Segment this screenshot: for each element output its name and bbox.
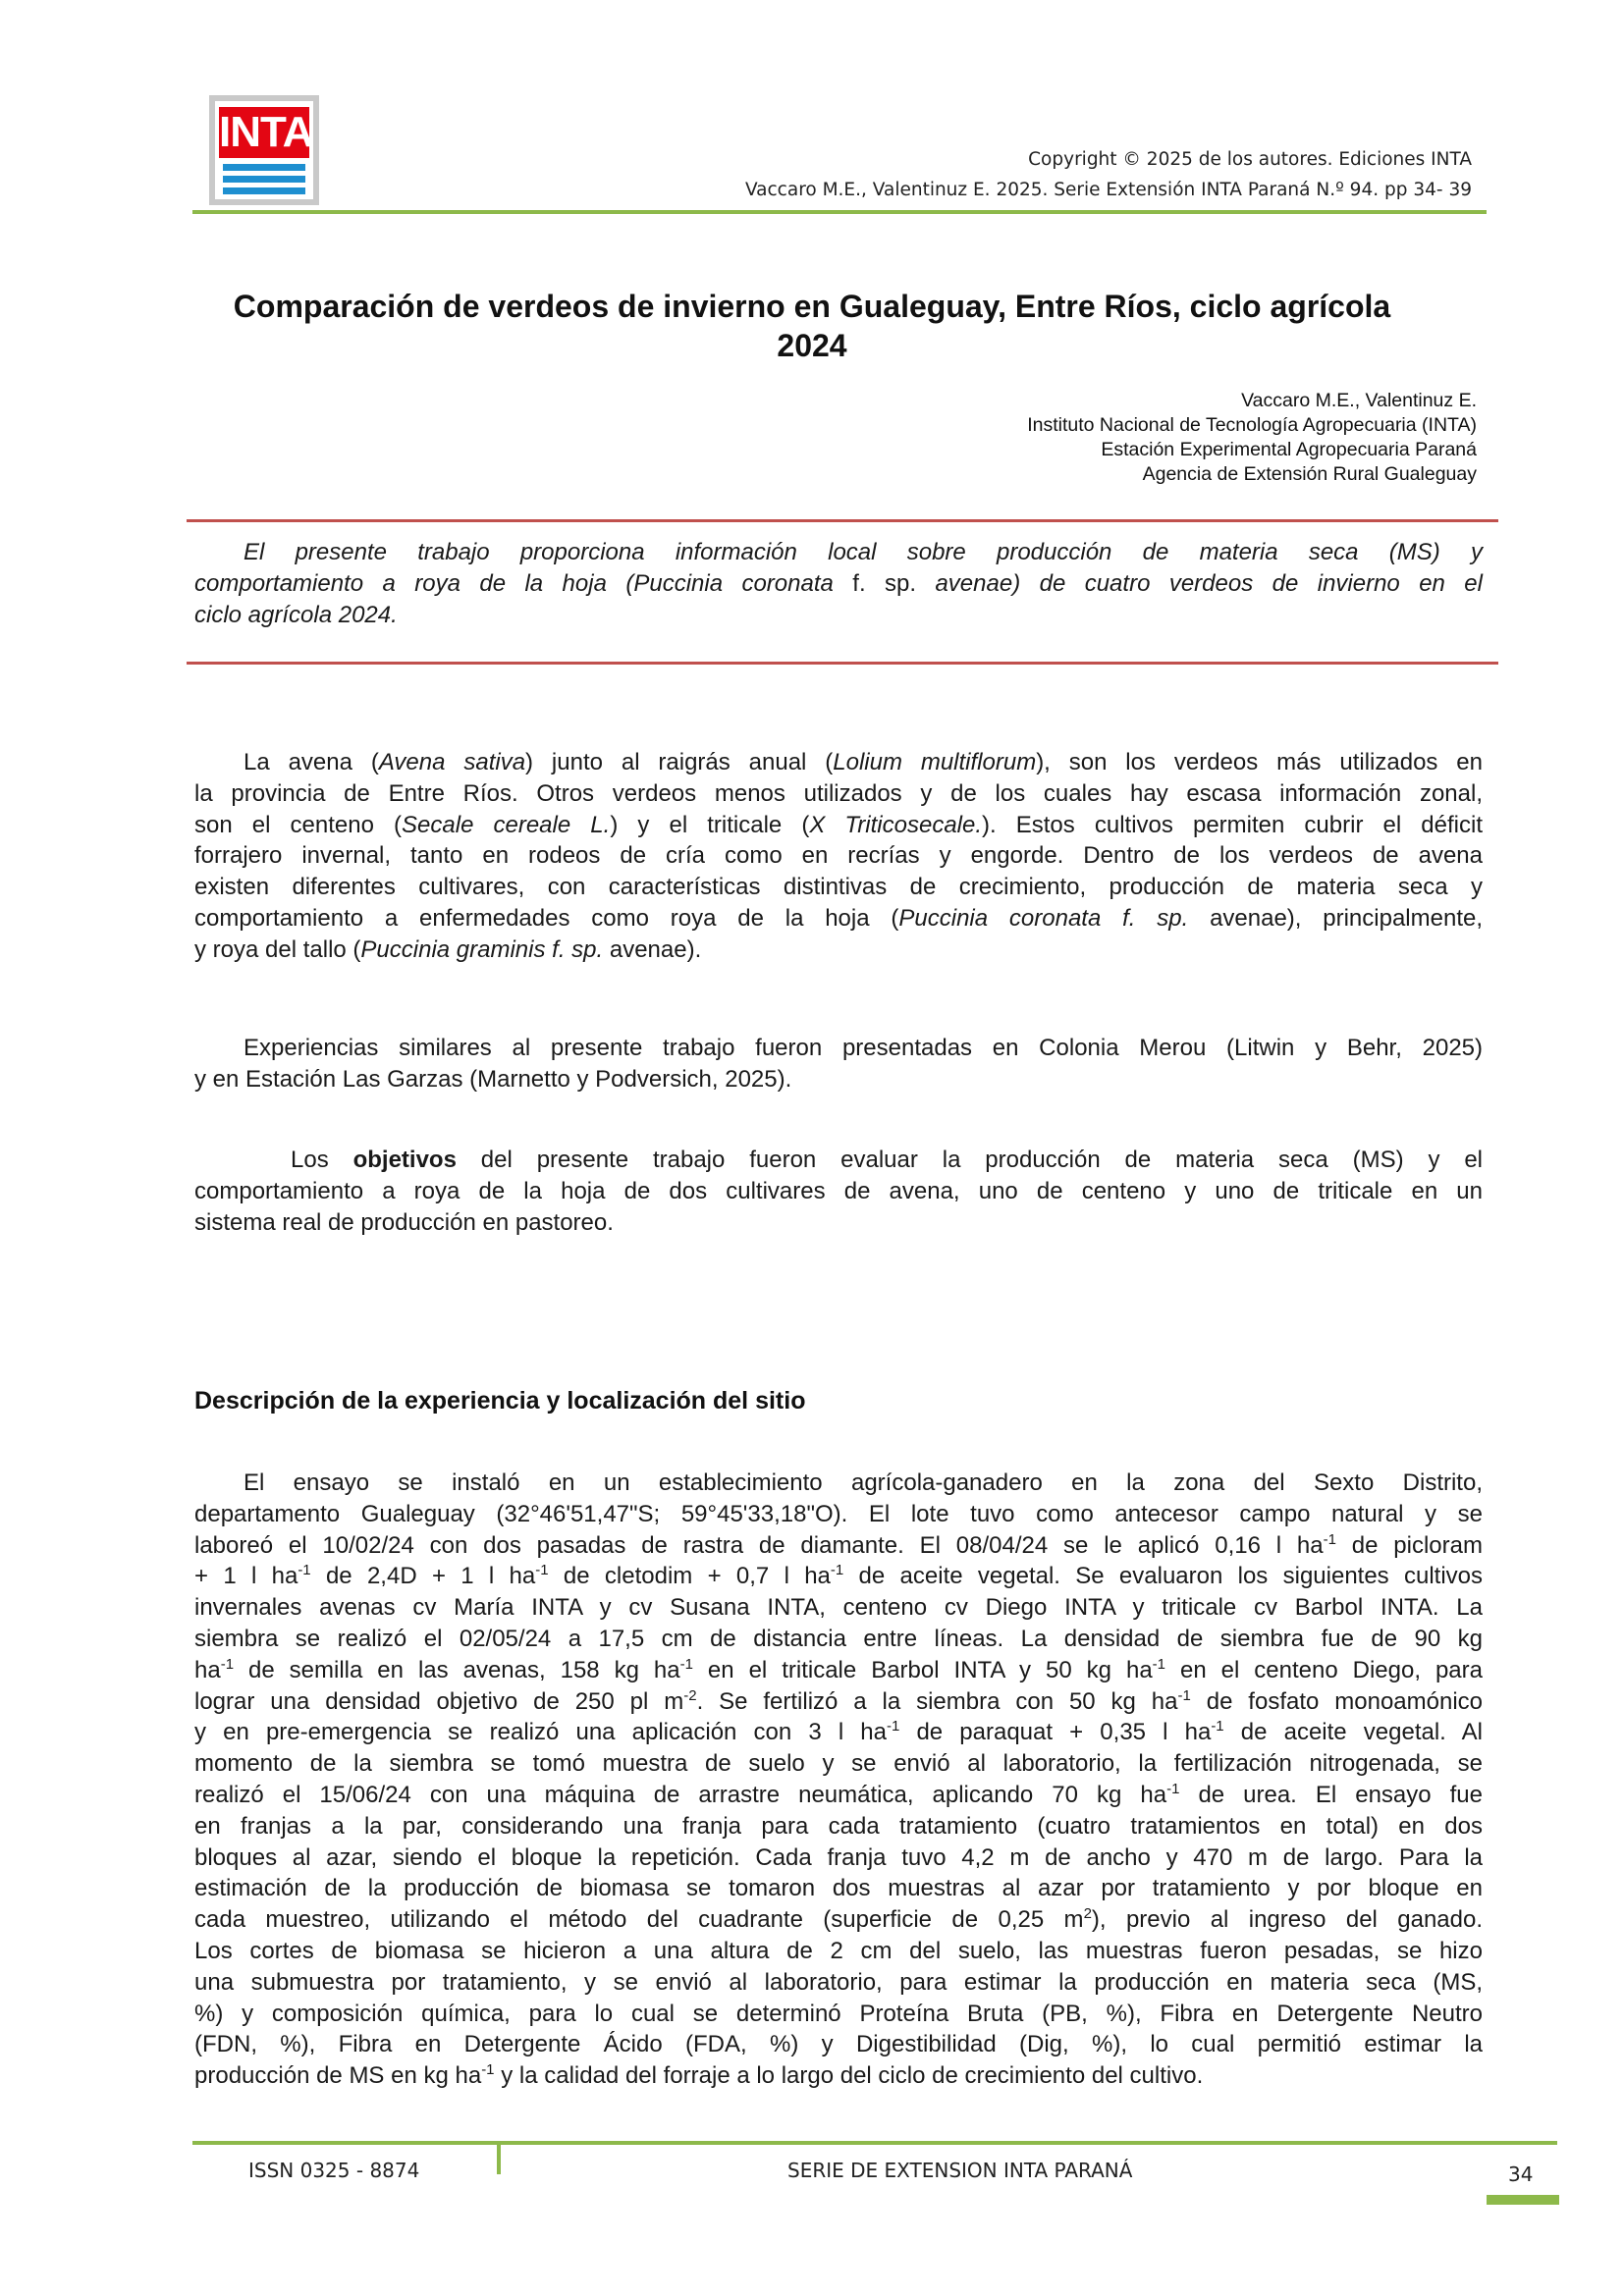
text-line: departamento Gualeguay (32°46'51,47"S; 59°45'33,18"O). El lote tuvo como antecesor campo natural y se	[194, 1500, 1483, 1527]
abstract-line: El presente trabajo proporciona información local sobre producción de materia seca (MS) y	[244, 539, 1483, 565]
text-line: forrajero invernal, tanto en rodeos de cría como en recrías y engorde. Dentro de los verdeos de avena	[194, 842, 1483, 870]
text-line: son el centeno (Secale cereale L.) y el triticale (X Triticosecale.). Estos cultivos permiten cubrir el déficit	[194, 811, 1483, 838]
footer-issn: ISSN 0325 - 8874	[248, 2159, 420, 2182]
abstract-bottom-rule	[187, 662, 1498, 665]
text-line: siembra se realizó el 02/05/24 a 17,5 cm de distancia entre líneas. La densidad de siembra fue de 90 kg	[194, 1625, 1483, 1652]
author-names: Vaccaro M.E., Valentinuz E.	[1241, 390, 1477, 411]
text-line: (FDN, %), Fibra en Detergente Ácido (FDA, %) y Digestibilidad (Dig, %), lo cual permitió estimar la	[194, 2031, 1483, 2058]
page-number-bar	[1487, 2195, 1559, 2205]
text-line: La avena (Avena sativa) junto al raigrás anual (Lolium multiflorum), son los verdeos más utilizados en	[244, 749, 1483, 775]
text-line: Los cortes de biomasa se hicieron a una altura de 2 cm del suelo, las muestras fueron pesadas, se hizo	[194, 1937, 1483, 1964]
text-line: + 1 l $ha^{-1}$ de 2,4D + 1 l $ha^{-1}$ de cletodim + 0,7 l $ha^{-1}$ de aceite vegetal. Se evaluaron los siguientes cultivos	[194, 1562, 1484, 1590]
footer-rule	[192, 2141, 1557, 2145]
abstract-top-rule	[187, 519, 1498, 522]
page-title	[196, 287, 1428, 365]
logo-wave-stripe	[223, 176, 305, 183]
text-line: El ensayo se instaló en un establecimiento agrícola-ganadero en la zona del Sexto Distrito,	[244, 1469, 1483, 1496]
methods-paragraph	[194, 1468, 1483, 2092]
abstract	[194, 537, 1483, 630]
objectives-paragraph	[194, 1145, 1483, 1238]
text-line: existen diferentes cultivares, con características distintivas de crecimiento, producción de materia seca y	[194, 874, 1483, 901]
text-line: Experiencias similares al presente trabajo fueron presentadas en Colonia Merou (Litwin y Behr, 2025)	[244, 1035, 1483, 1061]
text-line: cada muestreo, utilizando el método del cuadrante (superficie de 0,25 $m^2$), previo al ingreso del ganado.	[194, 1905, 1484, 1934]
title-line: 2024	[777, 328, 847, 363]
abstract-line: comportamiento a roya de la hoja (Puccinia coronata f. sp. avenae) de cuatro verdeos de invierno en el	[194, 569, 1483, 597]
affiliation-line: Instituto Nacional de Tecnología Agropecuaria (INTA)	[1027, 414, 1477, 436]
text-line: la provincia de Entre Ríos. Otros verdeos menos utilizados y de los cuales hay escasa información zonal,	[194, 779, 1483, 807]
footer-series: SERIE DE EXTENSION INTA PARANÁ	[787, 2159, 1133, 2182]
text-line: bloques al azar, siendo el bloque la repetición. Cada franja tuvo 4,2 m de ancho y 470 m de largo. Para la	[194, 1843, 1483, 1871]
logo-wordmark: INTA	[219, 108, 313, 156]
text-line: en franjas a la par, considerando una franja para cada tratamiento (cuatro tratamientos en total) en dos	[194, 1812, 1483, 1840]
citation-line: Vaccaro M.E., Valentinuz E. 2025. Serie Extensión INTA Paraná N.º 94. pp 34- 39	[744, 180, 1472, 200]
text-line: %) y composición química, para lo cual se determinó Proteína Bruta (PB, %), Fibra en Detergente Neutro	[194, 2000, 1483, 2027]
abstract-line: ciclo agrícola 2024.	[194, 601, 398, 628]
text-line: sistema real de producción en pastoreo.	[194, 1208, 614, 1236]
copyright-line: Copyright © 2025 de los autores. Ediciones INTA	[1028, 149, 1472, 170]
inta-logo	[209, 95, 319, 205]
text-line: invernales avenas cv María INTA y cv Susana INTA, centeno cv Diego INTA y triticale cv Barbol INTA. La	[194, 1594, 1483, 1622]
page-number: 34	[1508, 2163, 1534, 2186]
text-line: comportamiento a roya de la hoja de dos cultivares de avena, uno de centeno y uno de triticale en un	[194, 1177, 1483, 1204]
logo-wave-stripe	[223, 187, 305, 194]
affiliation-line: Estación Experimental Agropecuaria Paraná	[1101, 439, 1477, 460]
text-line: y en pre-emergencia se realizó una aplicación con 3 l $ha^{-1}$ de paraquat + 0,35 l $ha^{-1}$ de aceite vegetal. Al	[194, 1718, 1483, 1746]
logo-wave-stripe	[223, 164, 305, 171]
text-line: lograr una densidad objetivo de 250 pl $m^{-2}$. Se fertilizó a la siembra con 50 kg $ha^{-1}$ de fosfato monoamónico	[194, 1686, 1484, 1715]
text-line: comportamiento a enfermedades como roya de la hoja (Puccinia coronata f. sp. avenae), principalmente,	[194, 904, 1484, 932]
title-line: Comparación de verdeos de invierno en Gualeguay, Entre Ríos, ciclo agrícola	[233, 289, 1391, 324]
text-line: producción de MS en kg $ha^{-1}$ y la calidad del forraje a lo largo del ciclo de crecimiento del cultivo.	[194, 2061, 1204, 2090]
text-line: estimación de la producción de biomasa se tomaron dos muestras al azar por tratamiento y por bloque en	[194, 1875, 1483, 1902]
text-line: $ha^{-1}$ de semilla en las avenas, 158 kg $ha^{-1}$ en el triticale Barbol INTA y 50 kg $ha^{-1}$ en el centeno Diego, para	[194, 1655, 1483, 1683]
section-heading: Descripción de la experiencia y localización del sitio	[194, 1387, 806, 1415]
text-line: Los objetivos del presente trabajo fueron evaluar la producción de materia seca (MS) y el	[291, 1147, 1483, 1173]
text-line: momento de la siembra se tomó muestra de suelo y se envió al laboratorio, la fertilización nitrogenada, se	[194, 1750, 1483, 1778]
text-line: realizó el 15/06/24 con una máquina de arrastre neumática, aplicando 70 kg $ha^{-1}$ de urea. El ensayo fue	[194, 1780, 1483, 1808]
text-line: y roya del tallo (Puccinia graminis f. sp. avenae).	[194, 935, 702, 963]
similar-paragraph	[194, 1033, 1483, 1095]
intro-paragraph	[194, 747, 1483, 966]
text-line: una submuestra por tratamiento, y se envió al laboratorio, para estimar la producción en materia seca (MS,	[194, 1968, 1483, 1996]
footer-divider	[497, 2145, 501, 2174]
text-line: laboreó el 10/02/24 con dos pasadas de rastra de diamante. El 08/04/24 se le aplicó 0,16 l $ha^{-1}$ de picloram	[194, 1530, 1483, 1559]
text-line: y en Estación Las Garzas (Marnetto y Podversich, 2025).	[194, 1065, 792, 1093]
header-rule	[192, 210, 1487, 214]
affiliation-line: Agencia de Extensión Rural Gualeguay	[1142, 463, 1477, 485]
